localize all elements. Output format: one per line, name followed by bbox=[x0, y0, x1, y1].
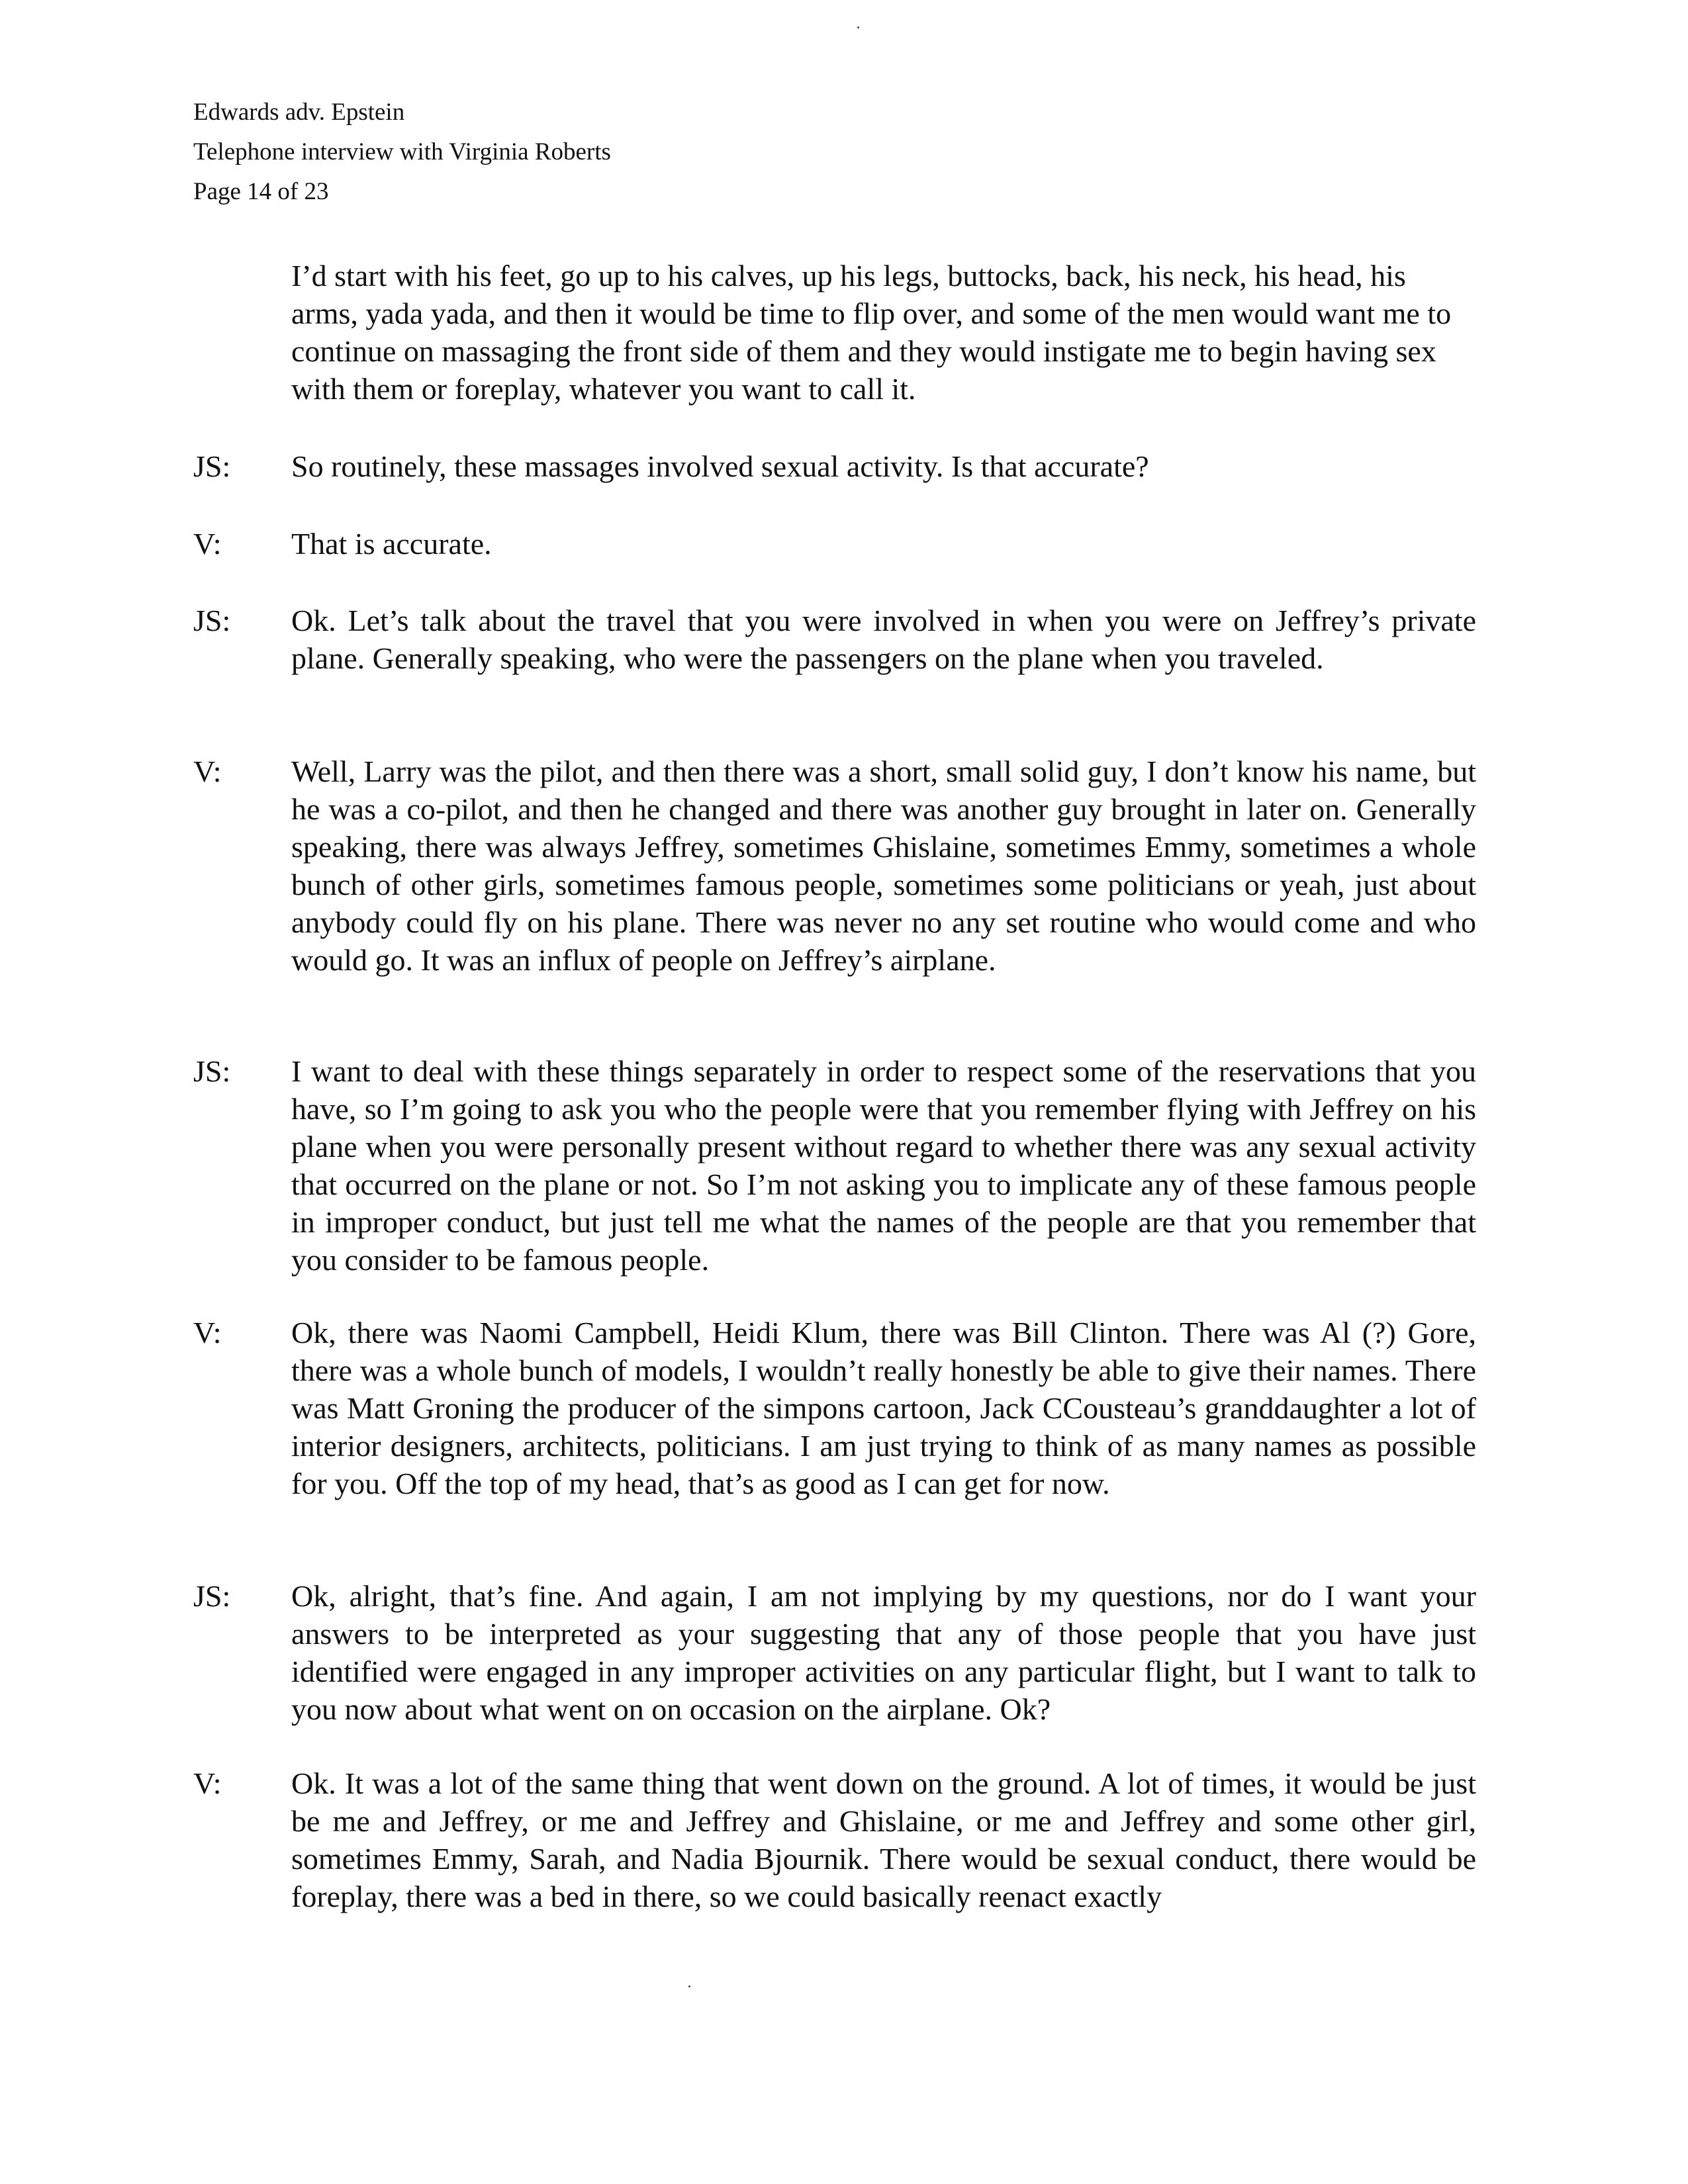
speaker-label: V: bbox=[193, 1766, 222, 1800]
transcript-turn bbox=[193, 1764, 1476, 1915]
document-title: Telephone interview with Virginia Roberts bbox=[193, 138, 611, 165]
speaker-label: V: bbox=[193, 527, 222, 561]
case-caption: Edwards adv. Epstein bbox=[193, 99, 405, 126]
utterance-text: So routinely, these massages involved sexual activity. Is that accurate? bbox=[291, 449, 1149, 483]
speaker-label: JS: bbox=[193, 1579, 231, 1613]
utterance-text: Well, Larry was the pilot, and then there was a short, small solid guy, I don’t know his name, but he was a co-pilot, and then he changed and there was another guy brought in later on. Generally speaking, there was always Jeffrey, sometimes Ghislaine, sometimes Emmy, sometimes a whole bunch of other girls, sometimes famous people, sometimes some politicians or yeah, just about anybody could fly on his plane. There was never no any set routine who would come and who would go. It was an influx of people on Jeffrey’s airplane. bbox=[291, 754, 1476, 977]
speaker-label: V: bbox=[193, 754, 222, 788]
transcript-turn bbox=[193, 447, 1476, 485]
transcript-turn bbox=[193, 602, 1476, 677]
speaker-label: JS: bbox=[193, 1054, 231, 1088]
scan-speck bbox=[688, 1985, 690, 1987]
utterance-text: That is accurate. bbox=[291, 527, 492, 561]
scan-speck bbox=[857, 26, 859, 28]
continuation-paragraph: I’d start with his feet, go up to his calves, up his legs, buttocks, back, his neck, his head, his arms, yada yada, and then it would be time to flip over, and some of the men would want me to continue on massaging the front side of them and they would instigate me to begin having sex with them or foreplay, whatever you want to call it. bbox=[291, 259, 1452, 406]
speaker-label: V: bbox=[193, 1316, 222, 1349]
page-number: Page 14 of 23 bbox=[193, 178, 329, 205]
transcript-turn bbox=[193, 525, 1476, 563]
utterance-text: Ok. It was a lot of the same thing that went down on the ground. A lot of times, it would be just be me and Jeffrey, or me and Jeffrey and Ghislaine, or me and Jeffrey and some other girl, sometimes Emmy, Sarah, and Nadia Bjournik. There would be sexual conduct, there would be foreplay, there was a bed in there, so we could basically reenact exactly bbox=[291, 1766, 1476, 1913]
utterance-text: Ok, there was Naomi Campbell, Heidi Klum, there was Bill Clinton. There was Al (?) Gore, there was a whole bunch of models, I wouldn’t really honestly be able to give their names. There was Matt Groning the producer of the simpons cartoon, Jack CCousteau’s granddaughter a lot of interior designers, architects, politicians. I am just trying to think of as many names as possible for you. Off the top of my head, that’s as good as I can get for now. bbox=[291, 1316, 1476, 1500]
utterance-text: I want to deal with these things separately in order to respect some of the reservations that you have, so I’m going to ask you who the people were that you remember flying with Jeffrey on his plane when you were personally present without regard to whether there was any sexual activity that occurred on the plane or not. So I’m not asking you to implicate any of these famous people in improper conduct, but just tell me what the names of the people are that you remember that you consider to be famous people. bbox=[291, 1054, 1476, 1277]
utterance-text: Ok, alright, that’s fine. And again, I am not implying by my questions, nor do I want your answers to be interpreted as your suggesting that any of those people that you have just identified were engaged in any improper activities on any particular flight, but I want to talk to you now about what went on on occasion on the airplane. Ok? bbox=[291, 1579, 1476, 1726]
transcript-turn bbox=[193, 1577, 1476, 1728]
page-header bbox=[193, 93, 611, 212]
transcript-turn bbox=[193, 1052, 1476, 1279]
transcript-turn bbox=[193, 752, 1476, 979]
transcript-turn bbox=[193, 1314, 1476, 1502]
speaker-label: JS: bbox=[193, 449, 231, 483]
utterance-text: Ok. Let’s talk about the travel that you were involved in when you were on Jeffrey’s private plane. Generally speaking, who were the passengers on the plane when you traveled. bbox=[291, 604, 1476, 675]
speaker-label: JS: bbox=[193, 604, 231, 637]
